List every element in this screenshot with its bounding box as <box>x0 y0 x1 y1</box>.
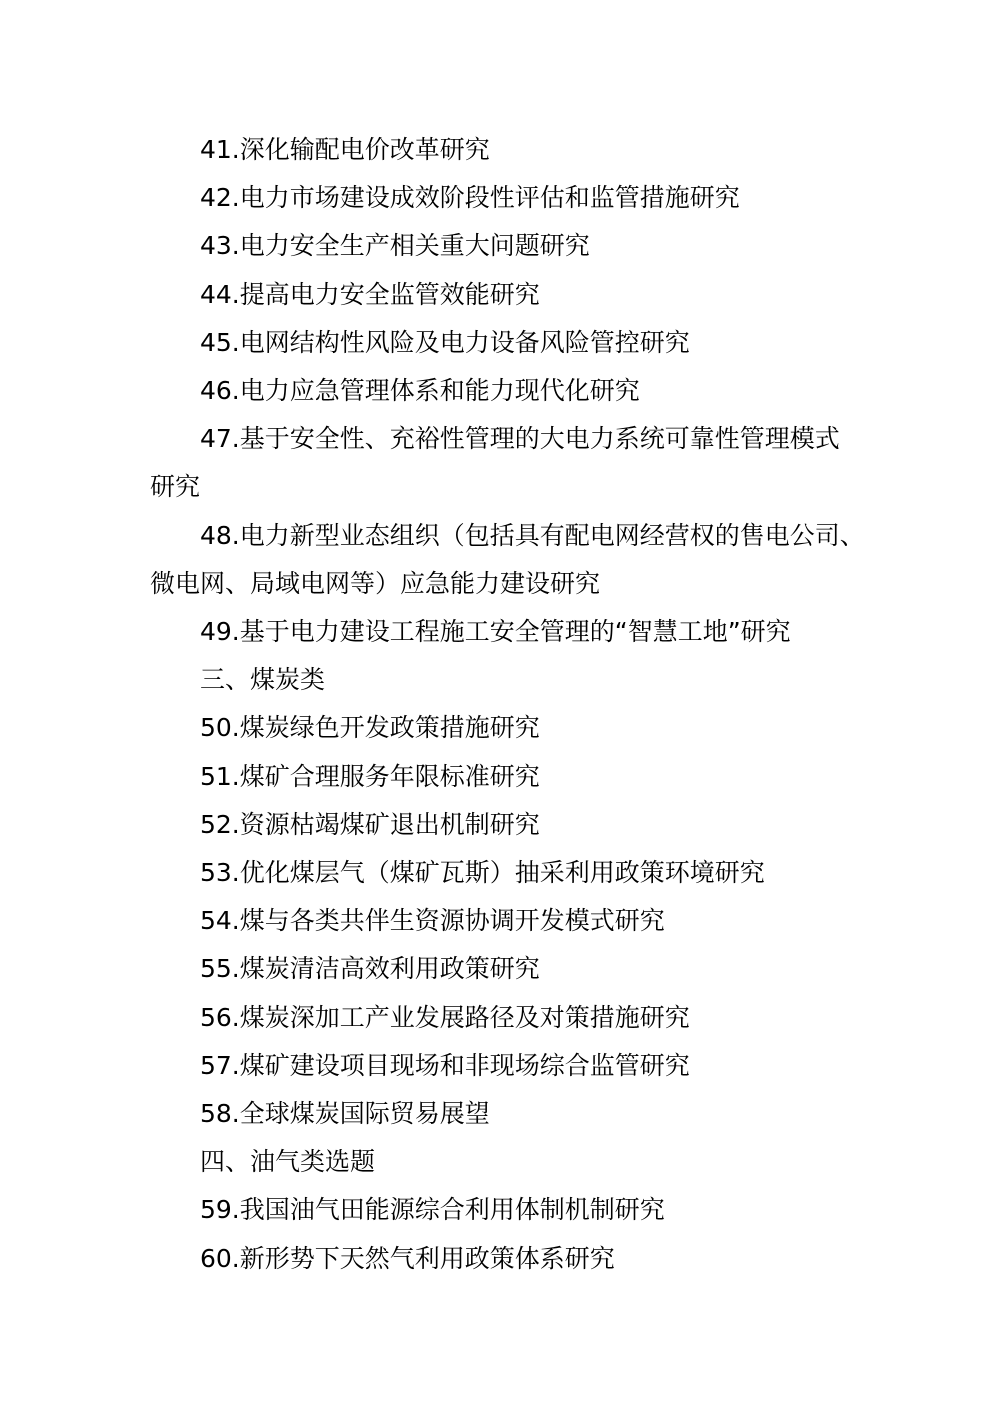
text-line: 47.基于安全性、充裕性管理的大电力系统可靠性管理模式 <box>200 424 840 454</box>
text-line: 51.煤矿合理服务年限标准研究 <box>200 761 540 791</box>
section-heading: 三、煤炭类 <box>200 665 326 695</box>
text-line: 41.深化输配电价改革研究 <box>200 135 490 164</box>
text-line: 45.电网结构性风险及电力设备风险管控研究 <box>200 327 690 357</box>
section-heading: 四、油气类选题 <box>200 1147 376 1177</box>
text-line: 46.电力应急管理体系和能力现代化研究 <box>200 376 640 406</box>
text-line: 44.提高电力安全监管效能研究 <box>200 279 540 309</box>
text-line: 55.煤炭清洁高效利用政策研究 <box>200 954 540 984</box>
text-line: 60.新形势下天然气利用政策体系研究 <box>200 1243 615 1273</box>
document-body <box>150 126 865 1283</box>
text-line: 42.电力市场建设成效阶段性评估和监管措施研究 <box>200 183 740 213</box>
text-line-continuation: 研究 <box>150 472 201 502</box>
text-line: 57.煤矿建设项目现场和非现场综合监管研究 <box>200 1050 690 1080</box>
text-line: 56.煤炭深加工产业发展路径及对策措施研究 <box>200 1002 690 1032</box>
text-line: 43.电力安全生产相关重大问题研究 <box>200 231 590 261</box>
text-line: 59.我国油气田能源综合利用体制机制研究 <box>200 1195 665 1225</box>
text-line-continuation: 微电网、局域电网等）应急能力建设研究 <box>150 568 601 598</box>
text-line: 58.全球煤炭国际贸易展望 <box>200 1099 490 1129</box>
text-line: 53.优化煤层气（煤矿瓦斯）抽采利用政策环境研究 <box>200 858 765 888</box>
text-line: 49.基于电力建设工程施工安全管理的“智慧工地”研究 <box>200 617 791 647</box>
text-line: 54.煤与各类共伴生资源协调开发模式研究 <box>200 906 665 936</box>
text-line: 50.煤炭绿色开发政策措施研究 <box>200 713 540 743</box>
text-line: 48.电力新型业态组织（包括具有配电网经营权的售电公司、 <box>200 520 865 550</box>
text-line: 52.资源枯竭煤矿退出机制研究 <box>200 809 540 839</box>
